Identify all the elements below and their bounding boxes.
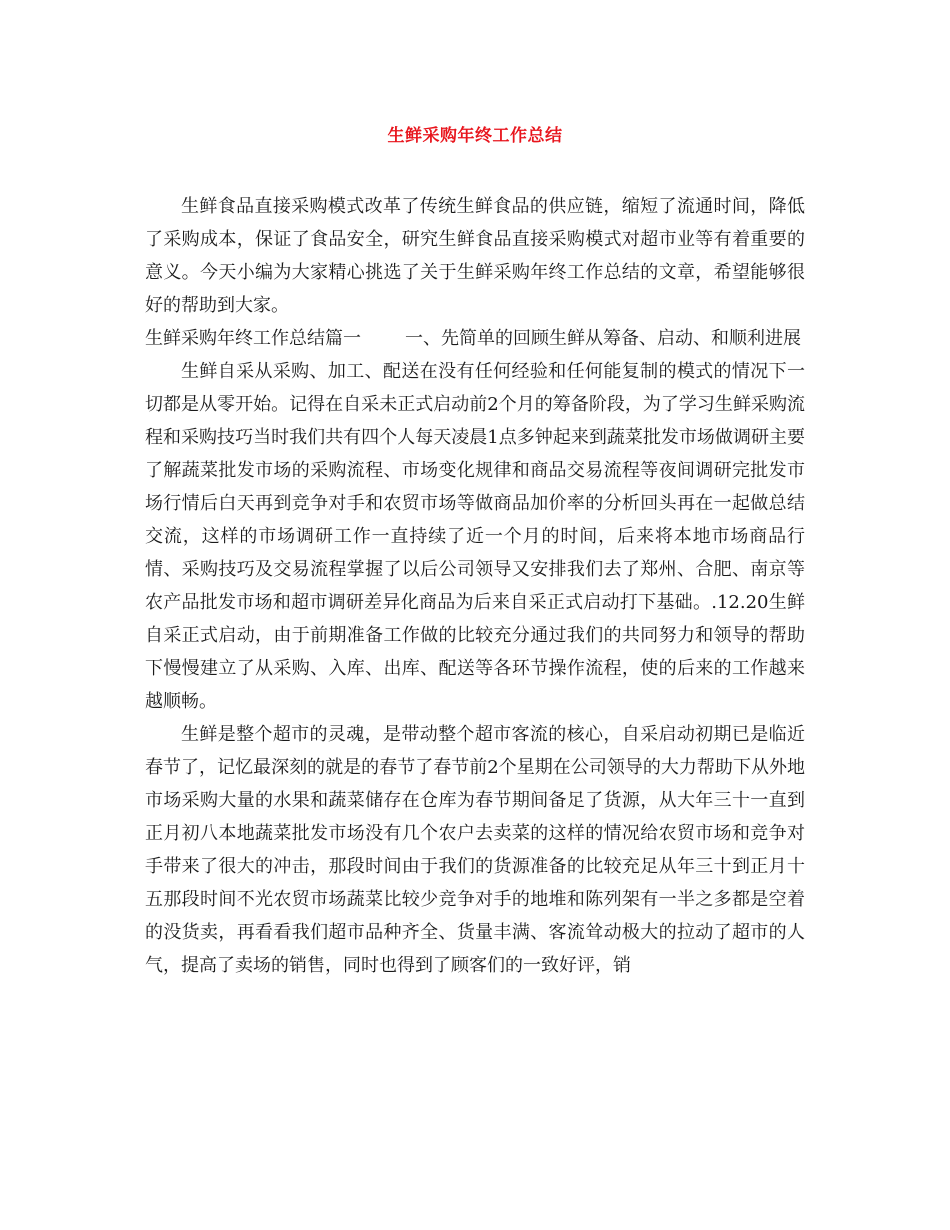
section-heading: 一、先简单的回顾生鲜从筹备、启动、和顺利进展 <box>405 328 801 349</box>
section-label: 生鲜采购年终工作总结篇一 <box>145 328 361 349</box>
body-paragraph: 生鲜是整个超市的灵魂，是带动整个超市客流的核心，自采启动初期已是临近春节了，记忆最深刻的就是的春节了春节前2个星期在公司领导的大力帮助下从外地市场采购大量的水果和蔬菜储存在仓库为春节期间备足了货源，从大年三十一直到正月初八本地蔬菜批发市场没有几个农户去卖菜的这样的情况给农贸市场和竞争对手带来了很大的冲击，那段时间由于我们的货源准备的比较充足从年三十到正月十五那段时间不光农贸市场蔬菜比较少竞争对手的地堆和陈列架有一半之多都是空着的没货卖，再看看我们超市品种齐全、货量丰满、客流耸动极大的拉动了超市的人气，提高了卖场的销售，同时也得到了顾客们的一致好评，销 <box>145 724 805 976</box>
intro-paragraph: 生鲜食品直接采购模式改革了传统生鲜食品的供应链，缩短了流通时间，降低了采购成本，保证了食品安全，研究生鲜食品直接采购模式对超市业等有着重要的意义。今天小编为大家精心挑选了关于生鲜采购年终工作总结的文章，希望能够很好的帮助到大家。 <box>145 196 805 316</box>
document-title: 生鲜采购年终工作总结 <box>387 126 563 146</box>
document-body <box>145 190 805 982</box>
body-paragraph: 生鲜自采从采购、加工、配送在没有任何经验和任何能复制的模式的情况下一切都是从零开始。记得在自采未正式启动前2个月的筹备阶段，为了学习生鲜采购流程和采购技巧当时我们共有四个人每天凌晨1点多钟起来到蔬菜批发市场做调研主要了解蔬菜批发市场的采购流程、市场变化规律和商品交易流程等夜间调研完批发市场行情后白天再到竞争对手和农贸市场等做商品加价率的分析回头再在一起做总结交流，这样的市场调研工作一直持续了近一个月的时间，后来将本地市场商品行情、采购技巧及交易流程掌握了以后公司领导又安排我们去了郑州、合肥、南京等农产品批发市场和超市调研差异化商品为后来自采正式启动打下基础。.12.20生鲜自采正式启动，由于前期准备工作做的比较充分通过我们的共同努力和领导的帮助下慢慢建立了从采购、入库、出库、配送等各环节操作流程，使的后来的工作越来越顺畅。 <box>145 361 805 712</box>
section-heading-line <box>145 322 805 355</box>
